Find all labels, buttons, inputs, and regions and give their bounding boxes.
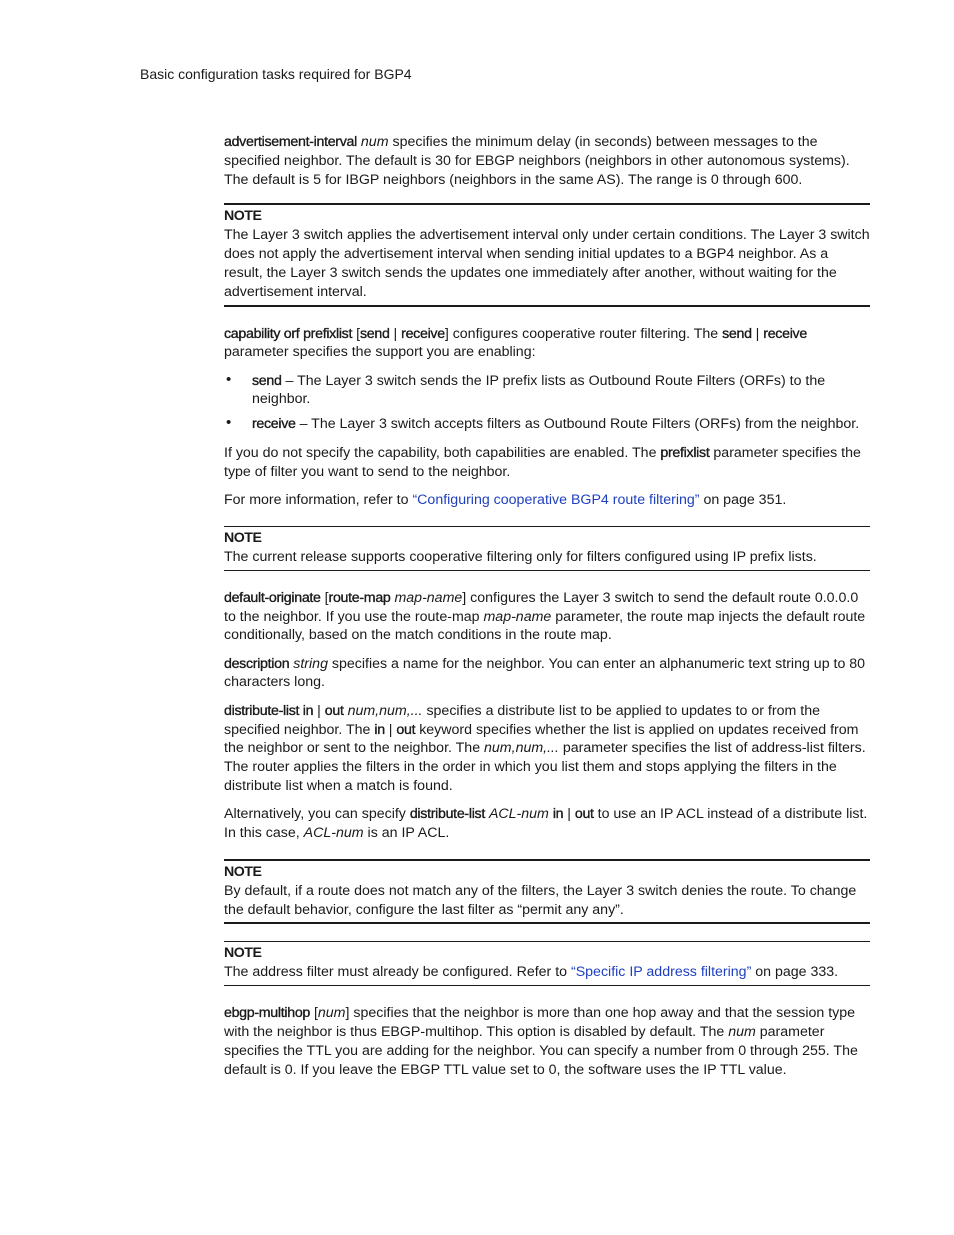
keyword: receive	[252, 416, 296, 433]
list-item: • send – The Layer 3 switch sends the IP prefix lists as Outbound Route Filters (ORFs) to the neighbor.	[224, 372, 870, 410]
note-label: NOTE	[224, 208, 262, 225]
keyword: advertisement-interval	[224, 134, 357, 150]
alternatively-paragraph: Alternatively, you can specify distribute-list ACL-num in | out to use an IP ACL instead of a distribute list. In this case, ACL-num is an IP ACL.	[224, 806, 868, 842]
variable: num,num,...	[347, 702, 423, 719]
note-label: NOTE	[224, 945, 262, 962]
keyword: prefixlist	[660, 445, 710, 462]
note-text: The address filter must already be configured. Refer to “Specific IP address filtering” on page 333.	[224, 964, 839, 981]
running-header: Basic configuration tasks required for BGP4	[140, 66, 412, 82]
variable: map-name	[483, 608, 552, 625]
note-address-filter	[224, 941, 870, 986]
variable: num	[728, 1024, 756, 1040]
keyword: route-map	[328, 589, 391, 606]
keyword: in	[374, 721, 385, 738]
keyword: default-originate	[224, 589, 321, 606]
more-info-paragraph: For more information, refer to “Configuring cooperative BGP4 route filtering” on page 351.	[224, 492, 787, 509]
keyword: distribute-list	[409, 806, 485, 823]
capability-bullet-list	[224, 372, 870, 434]
note-advertisement-interval	[224, 203, 870, 306]
cross-reference-link[interactable]: “Configuring cooperative BGP4 route filtering”	[412, 492, 700, 509]
keyword: out	[324, 702, 344, 719]
variable: num	[360, 134, 389, 150]
advertisement-interval-paragraph	[224, 133, 870, 189]
keyword-receive: receive	[401, 325, 445, 342]
prefixlist-paragraph: If you do not specify the capability, both capabilities are enabled. The prefixlist parameter specifies the type of filter you want to send to the neighbor.	[224, 445, 861, 480]
variable: ACL-num	[303, 825, 364, 842]
note-text: The current release supports cooperative filtering only for filters configured using IP prefix lists.	[224, 548, 817, 565]
note-text: By default, if a route does not match any of the filters, the Layer 3 switch denies the route. To change the default behavior, configure the last filter as “permit any any”.	[224, 882, 857, 918]
note-label: NOTE	[224, 529, 262, 546]
paragraph-text: specifies the minimum delay (in seconds) between messages to the specified neighbor. The default is 30 for EBGP neighbors (neighbors in other autonomous systems). The default is 5 for IBGP neighbors (neighbors in the same AS). The range is 0 through 600.	[224, 134, 850, 188]
cross-reference-link[interactable]: “Specific IP address filtering”	[570, 964, 752, 981]
note-label: NOTE	[224, 863, 262, 880]
variable: ACL-num	[488, 806, 549, 823]
keyword: capability orf prefixlist	[224, 325, 353, 342]
list-item: • receive – The Layer 3 switch accepts filters as Outbound Route Filters (ORFs) from the neighbor.	[224, 415, 870, 434]
keyword: distribute-list in	[224, 702, 314, 719]
keyword: in	[552, 806, 564, 823]
variable: string	[293, 655, 328, 672]
variable: map-name	[394, 589, 463, 606]
ebgp-multihop-paragraph: ebgp-multihop [num] specifies that the neighbor is more than one hop away and that the session type with the neighbor is thus EBGP-multihop. This option is disabled by default. The num parameter specifies the TTL you are adding for the neighbor. You can specify a number from 0 through 255. The default is 0. If you leave the EBGP TTL value set to 0, the software uses the IP TTL value.	[224, 1005, 858, 1078]
keyword: send	[252, 372, 282, 389]
keyword-send: send	[360, 325, 390, 342]
keyword: ebgp-multihop	[224, 1005, 311, 1022]
keyword: out	[396, 721, 416, 738]
note-default-behavior	[224, 859, 870, 925]
keyword: description	[224, 655, 290, 672]
variable: num,num,...	[484, 740, 559, 757]
keyword-receive: receive	[763, 325, 807, 342]
keyword: out	[574, 806, 594, 823]
main-content	[224, 133, 870, 1089]
note-cooperative-filtering	[224, 526, 870, 571]
note-text: The Layer 3 switch applies the advertisement interval only under certain conditions. The Layer 3 switch does not apply the advertisement interval when sending initial updates to a BGP4 neighbor. As a result, the Layer 3 switch sends the updates one immediately after another, without waiting for the advertisement interval.	[224, 227, 870, 300]
description-paragraph: description string specifies a name for the neighbor. You can enter an alphanumeric text string up to 80 characters long.	[224, 655, 866, 691]
capability-paragraph: capability orf prefixlist [send | receive] configures cooperative router filtering. The send | receive parameter specifies the support you are enabling:	[224, 325, 807, 361]
variable: num	[317, 1005, 346, 1022]
keyword-send: send	[722, 325, 752, 342]
default-originate-paragraph: default-originate [route-map map-name] configures the Layer 3 switch to send the default route 0.0.0.0 to the neighbor. If you use the route-map map-name parameter, the route map injects the default route conditionally, based on the match conditions in the route map.	[224, 589, 866, 644]
distribute-list-paragraph: distribute-list in | out num,num,... specifies a distribute list to be applied to updates to or from the specified neighbor. The in | out keyword specifies whether the list is applied on updates received from the neighbor or sent to the neighbor. The num,num,... parameter specifies the list of address-list filters. The router applies the filters in the order in which you list them and stops applying the filters in the distribute list when a match is found.	[224, 702, 866, 794]
